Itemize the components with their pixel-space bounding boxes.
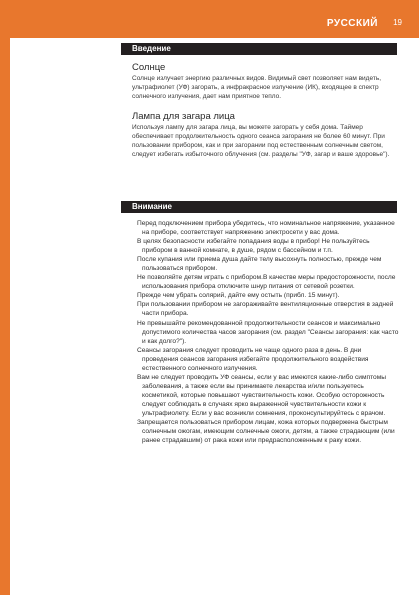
list-item: Не превышайте рекомендованной продолжительности сеансов и максимально допустимого количества часов загорания (см. раздел "Сеансы загорания: как часто и как долго?"). [137,319,399,345]
list-item: Запрещается пользоваться прибором лицам, кожа которых подвержена быстрым солнечным ожогам, имеющим солнечные ожоги, детям, а также страдающим (или ранее страдавшим) от рака кожи или предрасположенным к раку кожи. [137,419,395,445]
list-item: Перед подключением прибора убедитесь, что номинальное напряжение, указанное на приборе, соответствует напряжению электросети у вас дома. [137,220,395,237]
lamp-paragraph: Используя лампу для загара лица, вы можете загорать у себя дома. Таймер обеспечивает продолжительность одного сеанса загорания не более 60 минут. При пользовании прибором, как и при загорании под естественным солнечным светом, следует избегать избыточного облучения (см. разделы "УФ, загар и ваше здоровье"). [132,124,390,158]
header-bar [0,0,419,38]
sun-paragraph: Солнце излучает энергию различных видов. Видимый свет позволяет нам видеть, ультрафиолет (УФ) загорать, а инфракрасное излучение (ИК), входящее в спектр солнечного излучения, дает нам приятное тепло. [132,75,382,100]
language-label: РУССКИЙ [326,18,378,29]
list-item: Прежде чем убрать солярий, дайте ему остыть (прибл. 15 минут). [137,292,340,300]
list-item: Сеансы загорания следует проводить не чаще одного раза в день. В дни проведения сеансов загорания избегайте продолжительного воздействия естественного солнечного излучения. [137,346,369,372]
section-header-intro [121,43,397,55]
sun-heading: Солнце [132,62,166,73]
page-number: 19 [393,18,402,27]
warning-list [137,219,399,445]
list-item: При пользовании прибором не загораживайте вентиляционные отверстия в задней части прибора. [137,301,394,318]
list-item: После купания или приема душа дайте телу высохнуть полностью, прежде чем пользоваться прибором. [137,256,382,273]
lamp-heading: Лампа для загара лица [132,111,235,122]
section-header-warning [121,201,397,213]
list-item: В целях безопасности избегайте попадания воды в прибор! Не пользуйтесь прибором в ванной комнате, в душе, рядом с бассейном и т.п. [137,238,370,255]
section-title-warning: Внимание [132,202,172,211]
list-item: Вам не следует проводить УФ сеансы, если у вас имеются какие-либо симптомы заболевания, а также если вы принимаете лекарства и/или пользуетесь косметикой, которые повышают чувствительность кожи. Особую осторожность следует соблюдать в случаях ярко выраженной чувствительности кожи к ультрафиолету. Если у вас возникли сомнения, проконсультируйтесь с врачом. [137,373,386,417]
list-item: Не позволяйте детям играть с прибором.В качестве меры предосторожности, после использования прибора отключите шнур питания от сетевой розетки. [137,274,396,291]
left-accent-strip [0,0,10,595]
intro-section [132,62,400,159]
section-title-intro: Введение [132,44,171,53]
